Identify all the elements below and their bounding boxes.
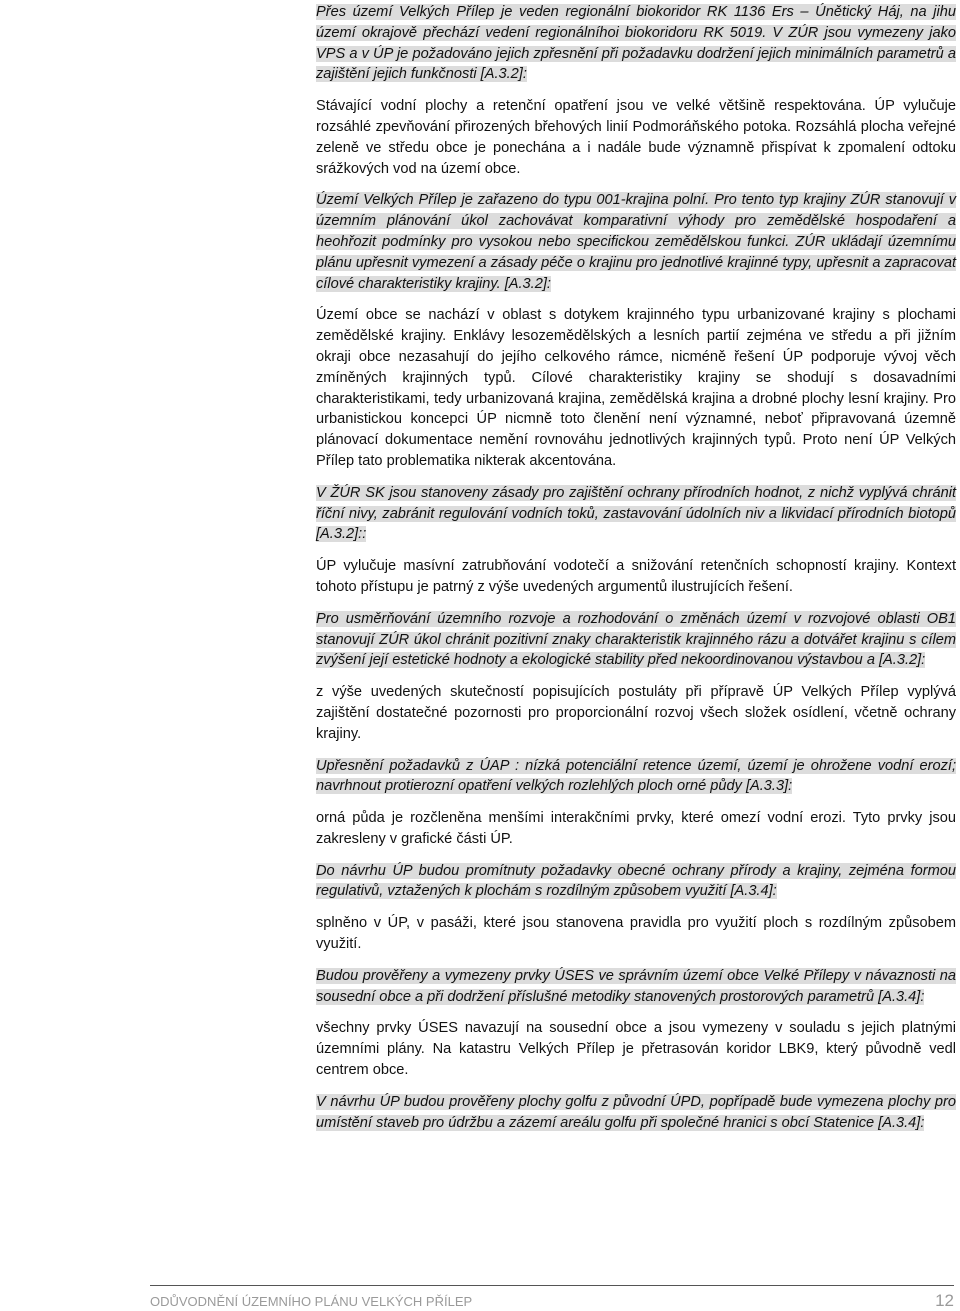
quote-paragraph-8: V návrhu ÚP budou prověřeny plochy golfu z původní ÚPD, popřípadě bude vymezena plochy pro umístění staveb pro údržbu a zázemí areálu golfu při společné hranici s obcí Statenice [A.3.4]:	[316, 1093, 956, 1131]
paragraph-1: Stávající vodní plochy a retenční opatření jsou ve velké většině respektována. ÚP vylučuje rozsáhlé zpevňování přirozených břehových linií Podmoráňského potoka. Rozsáhlá plocha veřejné zeleně ve středu obce je ponechána a i nadále bude významně přispívat k zpomalení odtoku srážkových vod na území obce.	[316, 98, 956, 177]
quote-paragraph-3: V ŽÚR SK jsou stanoveny zásady pro zajištění ochrany přírodních hodnot, z nichž vyplývá chránit říční nivy, zabránit regulování vodních toků, zastavování údolních niv a likvidací přírodních biotopů [A.3.2]::	[316, 484, 956, 543]
paragraph-7: všechny prvky ÚSES navazují na sousední obce a jsou vymezeny v souladu s jejich platnými územními plány. Na katastru Velkých Přílep je přetrasován koridor LBK9, který původně vedl centrem obce.	[316, 1020, 956, 1079]
quote-paragraph-2: Území Velkých Přílep je zařazeno do typu 001-krajina polní. Pro tento typ krajiny ZÚR stanovují v územním plánování úkol zachovávat komparativní výhody pro zemědělské hospodaření a heohřozit podmínky pro vysokou nebo specifickou zemědělskou funkci. ZÚR ukládají územnímu plánu upřesnit vymezení a zásady péče o krajinu pro jednotlivé krajinné typy, upřesnit a zapracovat cílové charakteristiky krajiny. [A.3.2]:	[316, 192, 956, 292]
quote-paragraph-5: Upřesnění požadavků z ÚAP : nízká potenciální retence území, území je ohrožene vodní erozí; navrhnout protierozní opatření velkých rozlehlých ploch orné půdy [A.3.3]:	[316, 757, 956, 795]
footer-title: ODŮVODNĚNÍ ÚZEMNÍHO PLÁNU VELKÝCH PŘÍLEP	[150, 1294, 473, 1309]
quote-paragraph-4: Pro usměrňování územního rozvoje a rozhodování o změnách území v rozvojové oblasti OB1 stanovují ZÚR úkol chránit pozitivní znaky charakteristik krajinného rázu a dotvářet krajinu s cílem zvýšení její estetické hodnoty a ekologické stability před nekoordinovanou výstavbou a [A.3.2]:	[316, 610, 956, 669]
paragraph-6: splněno v ÚP, v pasáži, které jsou stanovena pravidla pro využití ploch s rozdílným způsobem využití.	[316, 915, 956, 953]
footer-divider	[150, 1285, 954, 1286]
paragraph-3: ÚP vylučuje masívní zatrubňování vodotečí a snižování retenčních schopností krajiny. Kontext tohoto přístupu je patrný z výše uvedených argumentů ilustrujících řešení.	[316, 558, 956, 595]
quote-paragraph-6: Do návrhu ÚP budou promítnuty požadavky obecné ochrany přírody a krajiny, zejména formou regulativů, vztažených k plochám s rozdílným způsobem využití [A.3.4]:	[316, 862, 956, 900]
paragraph-4: z výše uvedených skutečností popisujících postuláty při přípravě ÚP Velkých Přílep vyplývá zajištění dostatečné pozornosti pro proporcionální rozvoj všech složek osídlení, včetně ochrany krajiny.	[316, 684, 956, 742]
quote-paragraph-7: Budou prověřeny a vymezeny prvky ÚSES ve správním území obce Velké Přílepy v návaznosti na sousední obce a při dodržení příslušné metodiky stanovených prostorových parametrů [A.3.4]:	[316, 967, 956, 1005]
paragraph-5: orná půda je rozčleněna menšími interakčními prvky, které omezí vodní erozi. Tyto prvky jsou zakresleny v grafické části ÚP.	[316, 810, 956, 847]
quote-paragraph-1: Přes území Velkých Přílep je veden regionální biokoridor RK 1136 Ers – Únětický Háj, na jihu území okrajově přechází vedení regionálníhoi biokoridoru RK 5019. V ZÚR jsou vymezeny jako VPS a v ÚP je požadováno jejich zpřesnění při požadavku dodržení jejich minimálních parametrů a zajištění jejich funkčnosti [A.3.2]:	[316, 4, 956, 83]
page-number: 12	[935, 1291, 954, 1310]
paragraph-2: Území obce se nachází v oblast s dotykem krajinného typu urbanizované krajiny s plochami zemědělské krajiny. Enklávy lesozemědělských a lesních partií zejména ve středu a při jižním okraji obce nezasahují do jejího celkového rámce, nicméně řešení ÚP podporuje vývoj věch zmíněných krajinných typů. Cílové charakteristiky krajiny se shodují s dosavadními charakteristikami, tedy urbanizovaná krajina, zemědělská krajina a drobné plochy lesní krajiny. Pro urbanistickou koncepci ÚP nicmně toto členění není významné, neboť připravovaná územně plánovací dokumentace nemění rovnováhu jednotlivých krajinných typů. Proto není ÚP Velkých Přílep tato problematika nikterak akcentována.	[316, 307, 956, 469]
document-body	[316, 2, 956, 1144]
